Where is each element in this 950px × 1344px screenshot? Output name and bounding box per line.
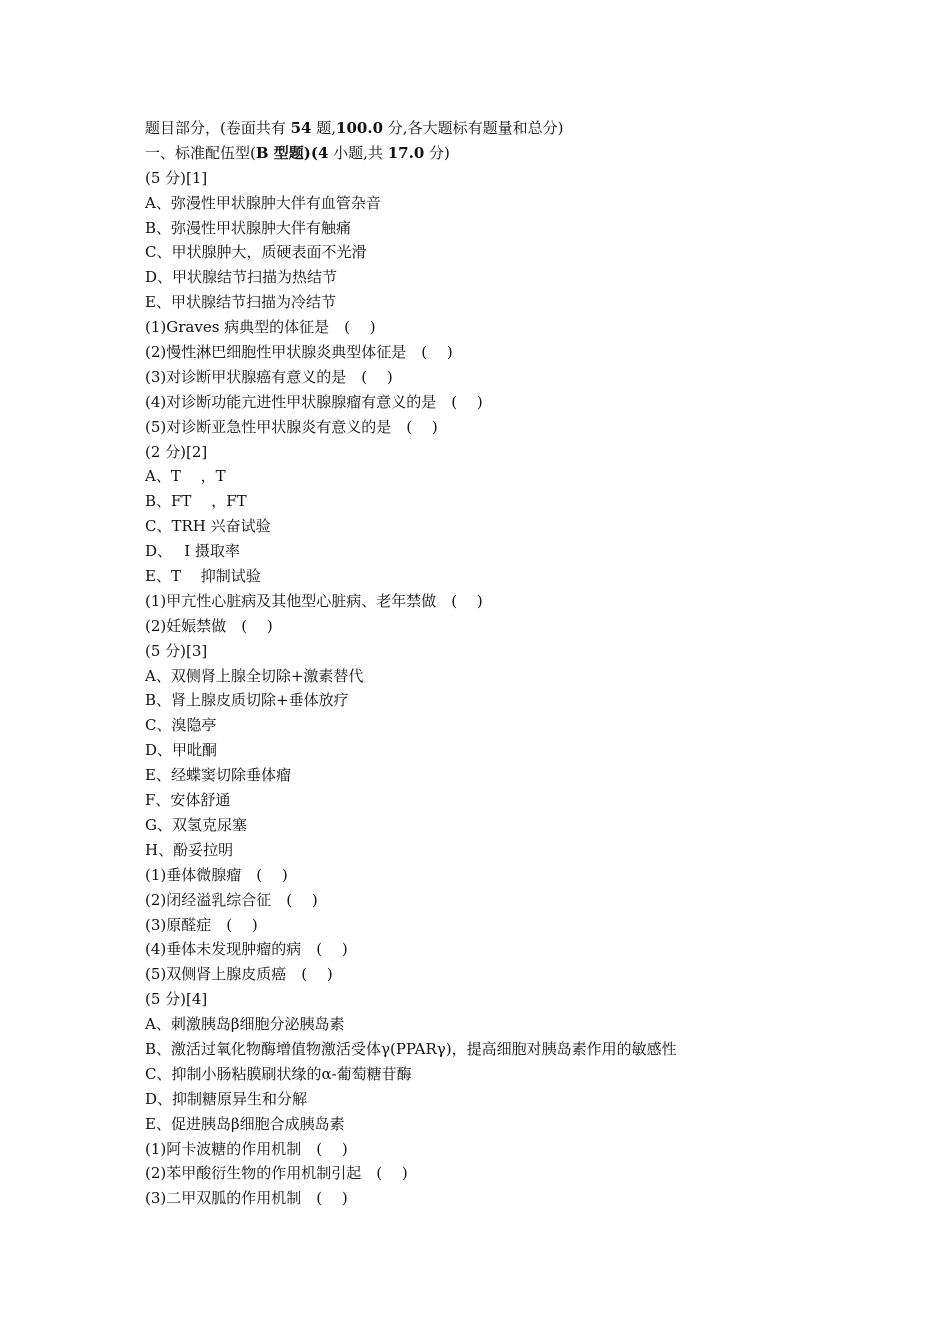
text-line: B、肾上腺皮质切除+垂体放疗	[145, 691, 349, 710]
question-list	[145, 166, 905, 1211]
text-line: (4)垂体未发现肿瘤的病 ( )	[145, 940, 348, 959]
text-line: A、刺激胰岛β细胞分泌胰岛素	[145, 1015, 345, 1034]
text-line: B、激活过氧化物酶增值物激活受体γ(PPARγ)，提高细胞对胰岛素作用的敏感性	[145, 1039, 677, 1058]
text-line: B、FT ，FT	[145, 492, 247, 511]
text-line: (1)甲亢性心脏病及其他型心脏病、老年禁做 ( )	[145, 591, 483, 610]
exam-header: 题目部分，(卷面共有 54 题,100.0 分,各大题标有题量和总分)	[145, 119, 564, 137]
text-line: (5 分)[1]	[145, 168, 208, 187]
text-line: A、弥漫性甲状腺肿大伴有血管杂音	[145, 193, 381, 212]
text-line: (1)阿卡波糖的作用机制 ( )	[145, 1139, 348, 1158]
text-line: (1)垂体微腺瘤 ( )	[145, 865, 288, 884]
text-line: A、双侧肾上腺全切除+激素替代	[145, 666, 364, 685]
text-line: C、TRH 兴奋试验	[145, 517, 271, 536]
document-body	[145, 116, 905, 1211]
text-line: E、甲状腺结节扫描为冷结节	[145, 293, 336, 312]
text-line: E、经蝶窦切除垂体瘤	[145, 766, 291, 785]
text-line: D、抑制糖原异生和分解	[145, 1089, 308, 1108]
text-line: (3)对诊断甲状腺癌有意义的是 ( )	[145, 367, 393, 386]
text-line: A、T ，T	[145, 467, 226, 486]
text-line: C、甲状腺肿大，质硬表面不光滑	[145, 243, 367, 262]
text-line: (2 分)[2]	[145, 442, 208, 461]
text-line: G、双氢克尿塞	[145, 815, 247, 834]
text-line: C、溴隐亭	[145, 716, 217, 735]
text-line: (5)双侧肾上腺皮质癌 ( )	[145, 965, 333, 984]
text-line: (2)闭经溢乳综合征 ( )	[145, 890, 318, 909]
text-line: E、促进胰岛β细胞合成胰岛素	[145, 1114, 345, 1133]
text-line: (3)原醛症 ( )	[145, 915, 258, 934]
text-line: E、T 抑制试验	[145, 567, 261, 586]
text-line: C、抑制小肠粘膜刷状缘的α-葡萄糖苷酶	[145, 1064, 412, 1083]
text-line: (1)Graves 病典型的体征是 ( )	[145, 318, 376, 337]
text-line: H、酚妥拉明	[145, 840, 234, 859]
section-title: 一、标准配伍型(B 型题)(4 小题,共 17.0 分)	[145, 143, 450, 162]
text-line: B、弥漫性甲状腺肿大伴有触痛	[145, 218, 352, 237]
text-line: (5 分)[4]	[145, 990, 208, 1009]
text-line: (5 分)[3]	[145, 641, 208, 660]
text-line: (3)二甲双胍的作用机制 ( )	[145, 1189, 348, 1208]
text-line: (5)对诊断亚急性甲状腺炎有意义的是 ( )	[145, 417, 438, 436]
text-line: D、甲吡酮	[145, 741, 218, 760]
text-line: (2)妊娠禁做 ( )	[145, 616, 273, 635]
text-line: (2)慢性淋巴细胞性甲状腺炎典型体征是 ( )	[145, 343, 453, 362]
text-line: (4)对诊断功能亢进性甲状腺腺瘤有意义的是 ( )	[145, 392, 483, 411]
text-line: D、甲状腺结节扫描为热结节	[145, 268, 338, 287]
text-line: F、安体舒通	[145, 791, 231, 810]
text-line: D、 I 摄取率	[145, 542, 240, 561]
text-line: (2)苯甲酸衍生物的作用机制引起 ( )	[145, 1164, 408, 1183]
